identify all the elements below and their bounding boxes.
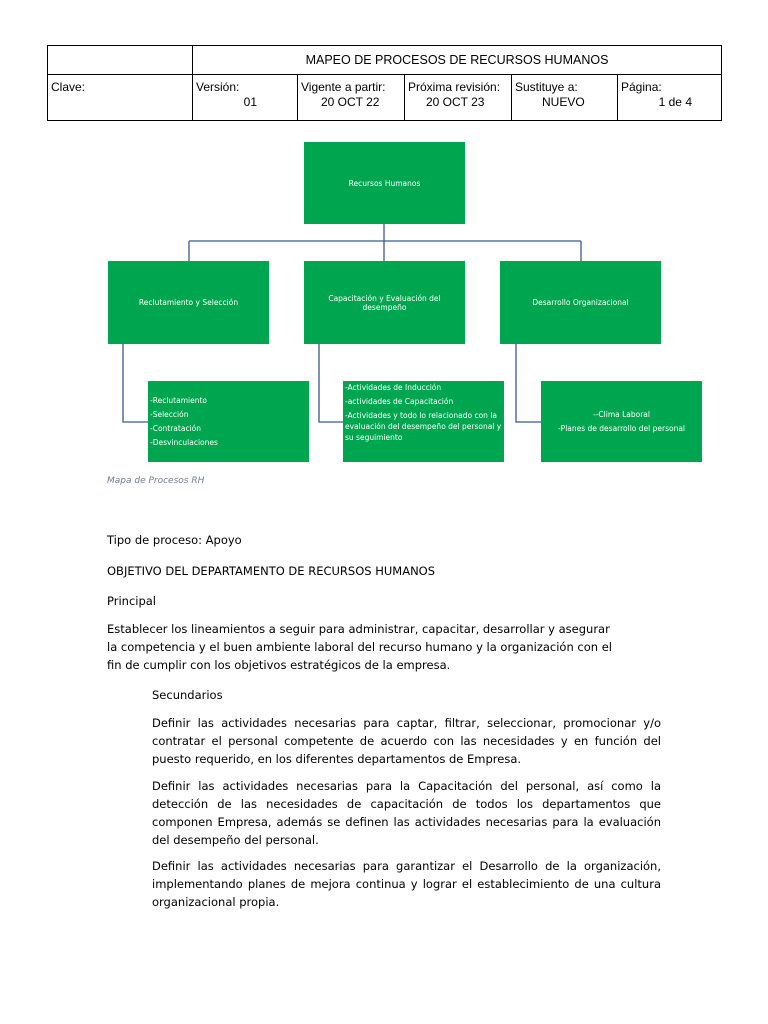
secundario-paragraph-1: Definir las actividades necesarias para captar, filtrar, seleccionar, promocionar y/o contratar el personal competente de acuerdo con las necesidades y en función del puesto requerido, en los diferentes departamentos de Empresa.	[152, 716, 661, 766]
list-item: -Selección	[150, 409, 189, 419]
org-branch-label: Desarrollo Organizacional	[532, 298, 629, 307]
header-label: Página:	[621, 80, 662, 94]
secundarios-heading: Secundarios	[152, 688, 223, 702]
list-item: -Reclutamiento	[150, 395, 207, 405]
secundario-paragraph-2: Definir las actividades necesarias para la Capacitación del personal, así como la detección de las necesidades de capacitación de todos los departamentos que componen Empresa, además se definen las actividades necesarias para la evaluación del desempeño del personal.	[152, 779, 661, 847]
list-item: -Actividades de Inducción	[345, 383, 442, 392]
header-label: Versión:	[196, 80, 240, 94]
connector-right-list	[516, 344, 541, 422]
org-list-capacitacion	[343, 381, 504, 462]
list-item: -Planes de desarrollo del personal	[557, 423, 686, 433]
principal-heading: Principal	[107, 594, 157, 608]
list-item: -actividades de Capacitación	[345, 397, 454, 406]
org-root-box	[304, 142, 465, 224]
header-value: 1 de 4	[658, 95, 692, 109]
org-branch-capacitacion	[304, 261, 465, 344]
header-label: Vigente a partir:	[301, 80, 386, 94]
objetivo-heading: OBJETIVO DEL DEPARTAMENTO DE RECURSOS HUMANOS	[107, 564, 436, 578]
header-value: NUEVO	[542, 95, 585, 109]
list-item: -Contratación	[150, 423, 201, 433]
org-branch-reclutamiento	[108, 261, 269, 344]
document-title: MAPEO DE PROCESOS DE RECURSOS HUMANOS	[305, 53, 609, 67]
header-value: 20 OCT 22	[321, 95, 380, 109]
header-label: Clave:	[51, 80, 86, 94]
org-root-label: Recursos Humanos	[348, 178, 421, 188]
list-item: -Actividades y todo lo relacionado con la evaluación del desempeño del personal y su seguimiento	[345, 411, 502, 442]
tipo-de-proceso: Tipo de proceso: Apoyo	[107, 533, 242, 547]
principal-paragraph: Establecer los lineamientos a seguir para administrar, capacitar, desarrollar y asegurar la competencia y el buen ambiente laboral del recurso humano y la organización con el fin de cumplir con los objetivos estratégicos de la empresa.	[107, 622, 612, 672]
connector-left-list	[123, 344, 148, 422]
org-branch-desarrollo	[500, 261, 661, 344]
diagram-caption: Mapa de Procesos RH	[107, 476, 205, 486]
header-label: Próxima revisión:	[408, 80, 501, 94]
header-value: 01	[243, 95, 257, 109]
list-item: -Desvinculaciones	[150, 437, 218, 447]
header-label: Sustituye a:	[515, 80, 578, 94]
org-list-reclutamiento	[148, 381, 309, 462]
secundario-paragraph-3: Definir las actividades necesarias para garantizar el Desarrollo de la organización, implementando planes de mejora continua y lograr el establecimiento de una cultura organizacional propia.	[152, 859, 661, 909]
connector-center-list	[319, 344, 343, 422]
list-item: --Clima Laboral	[593, 409, 650, 419]
org-branch-label: Reclutamiento y Selección	[138, 298, 239, 307]
header-value: 20 OCT 23	[426, 95, 485, 109]
org-list-desarrollo	[541, 381, 702, 462]
org-branch-label: Capacitación y Evaluación del desempeño	[328, 293, 441, 312]
